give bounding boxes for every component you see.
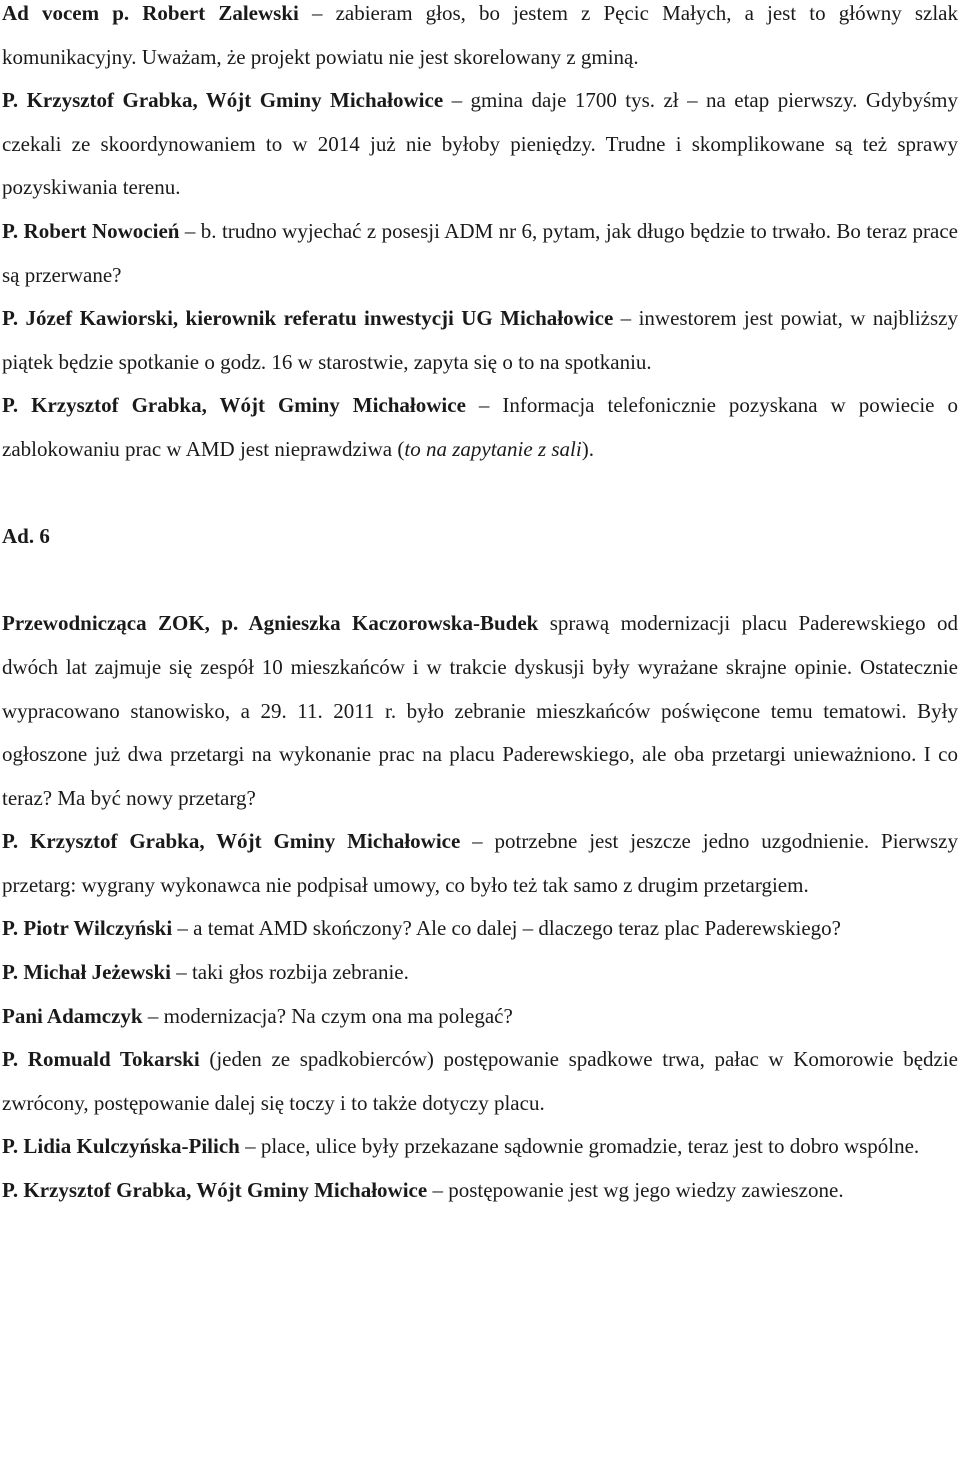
paragraph-nowocien — [2, 210, 958, 297]
paragraph-tail: ). — [581, 436, 594, 461]
paragraph-text: – gmina daje 1700 tys. zł – na etap pierwszy. Gdybyśmy czekali ze skoordynowaniem to w 2014 już nie byłoby pieniędzy. Trudne i skomplikowane są też sprawy pozyskiwania terenu. — [2, 88, 958, 200]
section-heading: Ad. 6 — [2, 524, 50, 549]
paragraph-text: – potrzebne jest jeszcze jedno uzgodnienie. Pierwszy przetarg: wygrany wykonawca nie podpisał umowy, co było też tak samo z drugim przetargiem. — [2, 829, 958, 897]
paragraph-grabka-1 — [2, 79, 958, 210]
paragraph-grabka-2 — [2, 384, 958, 471]
paragraph-grabka-3 — [2, 820, 958, 907]
speaker-name: P. Lidia Kulczyńska-Pilich — [2, 1134, 240, 1159]
speaker-name: P. Krzysztof Grabka, Wójt Gminy Michałowice — [2, 88, 444, 113]
paragraph-text: – zabieram głos, bo jestem z Pęcic Małych, a jest to główny szlak komunikacyjny. Uważam, że projekt powiatu nie jest skorelowany z gminą. — [2, 1, 958, 69]
paragraph-text: – inwestorem jest powiat, w najbliższy piątek będzie spotkanie o godz. 16 w starostwie, zapyta się o to na spotkaniu. — [2, 306, 958, 374]
paragraph-text: sprawą modernizacji placu Paderewskiego od dwóch lat zajmuje się zespół 10 mieszkańców i w trakcie dyskusji były wyrażane skrajne opinie. Ostatecznie wypracowano stanowisko, a 29. 11. 2011 r. było zebranie mieszkańców poświęcone temu tematowi. Były ogłoszone już dwa przetargi na wykonanie prac na placu Paderewskiego, ale oba przetargi unieważniono. I co teraz? Ma być nowy przetarg? — [2, 611, 958, 810]
paragraph-text: – taki głos rozbija zebranie. — [170, 960, 409, 985]
paragraph-grabka-4 — [2, 1169, 958, 1213]
speaker-name: P. Romuald Tokarski — [2, 1047, 200, 1072]
paragraph-text: – a temat AMD skończony? Ale co dalej – dlaczego teraz plac Paderewskiego? — [172, 916, 841, 941]
speaker-name: P. Robert Nowocień — [2, 218, 180, 243]
paragraph-kulczynska — [2, 1125, 958, 1169]
paragraph-jezewski — [2, 951, 958, 995]
italic-note: to na zapytanie z sali — [404, 436, 582, 461]
paragraph-text: (jeden ze spadkobierców) postępowanie spadkowe trwa, pałac w Komorowie będzie zwrócony, postępowanie dalej się toczy i to także dotyczy placu. — [2, 1047, 958, 1115]
speaker-name: Pani Adamczyk — [2, 1003, 143, 1028]
speaker-name: P. Piotr Wilczyński — [2, 916, 173, 941]
speaker-name: P. Michał Jeżewski — [2, 960, 171, 985]
speaker-name: P. Krzysztof Grabka, Wójt Gminy Michałowice — [2, 1178, 428, 1203]
speaker-name: Przewodnicząca ZOK, p. Agnieszka Kaczorowska-Budek — [2, 611, 539, 636]
spacer — [2, 472, 958, 516]
paragraph-kawiorski — [2, 297, 958, 384]
speaker-name: Ad vocem p. Robert Zalewski — [2, 1, 299, 25]
speaker-name: P. Krzysztof Grabka, Wójt Gminy Michałowice — [2, 829, 461, 854]
paragraph-zalewski — [2, 0, 958, 79]
paragraph-text: – postępowanie jest wg jego wiedzy zawieszone. — [427, 1178, 844, 1203]
paragraph-text: – modernizacja? Na czym ona ma polegać? — [142, 1003, 513, 1028]
spacer — [2, 559, 958, 603]
paragraph-tokarski — [2, 1038, 958, 1125]
paragraph-text: – Informacja telefonicznie pozyskana w powiecie o zablokowaniu prac w AMD jest nieprawdziwa ( — [2, 393, 958, 461]
speaker-name: P. Krzysztof Grabka, Wójt Gminy Michałowice — [2, 393, 466, 418]
paragraph-adamczyk — [2, 995, 958, 1039]
paragraph-text: – b. trudno wyjechać z posesji ADM nr 6, pytam, jak długo będzie to trwało. Bo teraz prace są przerwane? — [2, 218, 958, 287]
paragraph-text: – place, ulice były przekazane sądownie gromadzie, teraz jest to dobro wspólne. — [239, 1134, 920, 1159]
paragraph-wilczynski — [2, 907, 958, 951]
speaker-name: P. Józef Kawiorski, kierownik referatu inwestycji UG Michałowice — [2, 306, 614, 331]
paragraph-kaczorowska — [2, 602, 958, 820]
